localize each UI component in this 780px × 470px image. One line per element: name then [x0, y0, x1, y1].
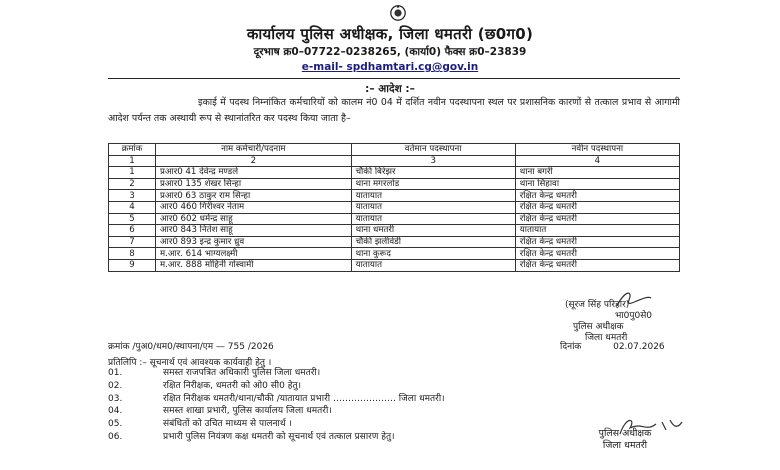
sp-designation: पुलिस अधीक्षक	[573, 322, 624, 332]
cell-new: रक्षित केन्द्र धमतरी	[515, 201, 679, 213]
cell-new: थाना सिहावा	[515, 178, 679, 190]
sp-service: भा0पु0से0	[615, 311, 653, 321]
cell-name: आर0 893 इन्द्र कुमार ध्रुव	[156, 236, 352, 248]
order-number: क्रमांक /पुअ0/धम0/स्थापना/एम — 755 /2026	[108, 342, 274, 352]
cell-new: यातायात	[515, 225, 679, 237]
order-date-line	[560, 339, 665, 352]
transfer-table	[108, 143, 680, 272]
header-current-posting: वर्तमान पदस्थापना	[351, 144, 515, 156]
list-item	[108, 393, 445, 406]
list-item	[108, 418, 445, 431]
cell-new: थाना बगरी	[515, 167, 679, 179]
list-item-num: 06.	[108, 431, 123, 442]
cell-name: प्रआर0 63 ठाकुर राम सिन्हा	[156, 190, 352, 202]
cell-name: म.आर. 614 भाग्यलक्ष्मी	[156, 248, 352, 260]
table-row	[109, 248, 680, 260]
intro-paragraph	[108, 95, 680, 126]
header-serial: क्रमांक	[109, 144, 156, 156]
cell-serial: 7	[109, 236, 156, 248]
cell-current: थाना धमतरी	[351, 225, 515, 237]
email-link[interactable]: e-mail- spdhamtari.cg@gov.in	[301, 61, 479, 73]
cell-serial: 2	[109, 178, 156, 190]
order-date: 02.07.2026	[613, 342, 665, 352]
colnum-3: 3	[351, 155, 515, 167]
table-row	[109, 167, 680, 179]
table-row	[109, 259, 680, 271]
list-item-text: समस्त शाखा प्रभारी, पुलिस कार्यालय जिला धमतरी।	[163, 406, 332, 417]
cell-new: रक्षित केन्द्र धमतरी	[515, 248, 679, 260]
cell-name: आर0 602 धर्मेन्द्र साहू	[156, 213, 352, 225]
police-emblem-icon	[389, 4, 407, 22]
cell-serial: 5	[109, 213, 156, 225]
cell-name: आर0 460 गिरीश्वर नेताम	[156, 201, 352, 213]
sp-name: (सूरज सिंह परिहार)	[565, 300, 630, 310]
cell-new: रक्षित केन्द्र धमतरी	[515, 190, 679, 202]
list-item-num: 04.	[108, 406, 123, 417]
cell-serial: 1	[109, 167, 156, 179]
phone-line: दूरभाष क्र0–07722–0238265, (कार्या0) फैक्स क्र0–23839	[253, 46, 527, 58]
copy-list	[108, 367, 445, 444]
cell-serial: 6	[109, 225, 156, 237]
cell-current: थाना कुरूद	[351, 248, 515, 260]
cell-name: प्रआर0 41 देवेन्द्र मण्डले	[156, 167, 352, 179]
cell-new: रक्षित केन्द्र धमतरी	[515, 236, 679, 248]
cell-serial: 4	[109, 201, 156, 213]
colnum-1: 1	[109, 155, 156, 167]
list-item-num: 05.	[108, 419, 123, 430]
list-item-text: रक्षित निरीक्षक, धमतरी को ओ0 सी0 हेतु।	[163, 380, 302, 391]
table-row	[109, 190, 680, 202]
cell-current: यातायात	[351, 201, 515, 213]
list-item	[108, 367, 445, 380]
cell-name: म.आर. 888 मोहिनी गोस्वामी	[156, 259, 352, 271]
signature-2-block	[590, 428, 660, 452]
list-item	[108, 431, 445, 444]
list-item	[108, 380, 445, 393]
list-item-text: प्रभारी पुलिस नियंत्रण कक्ष धमतरी को सूचनार्थ एवं तत्काल प्रसारण हेतु।	[163, 431, 395, 442]
header-divider	[108, 78, 680, 79]
table-row	[109, 213, 680, 225]
table-colnum-row	[109, 155, 680, 167]
sp-designation-2: पुलिस अधीक्षक	[598, 428, 652, 439]
list-item-text: रक्षित निरीक्षक धमतरी/थाना/चौकी /यातायात प्रभारी ………………… जिला धमतरी।	[163, 393, 445, 404]
list-item-text: संबंधितों को उचित माध्यम से पालनार्थ ।	[163, 419, 292, 430]
cell-current: चौकी बिरेझर	[351, 167, 515, 179]
cell-new: रक्षित केन्द्र धमतरी	[515, 213, 679, 225]
intro-text: इकाई में पदस्थ निम्नांकित कर्मचारियों को कालम नं0 04 में दर्शित नवीन पदस्थापना स्थल पर प्रशासनिक कारणों से तत्काल प्रभाव से आगामी आदेश पर्यन्त तक अस्थायी रूप से स्थानांतरित कर पदस्थ किया जाता है–	[108, 97, 680, 124]
cell-serial: 3	[109, 190, 156, 202]
cell-serial: 8	[109, 248, 156, 260]
cell-current: चौकी झलीवेडी	[351, 236, 515, 248]
order-title: :– आदेश :–	[365, 83, 415, 95]
list-item-num: 02.	[108, 380, 123, 391]
cell-new: रक्षित केन्द्र धमतरी	[515, 259, 679, 271]
cell-serial: 9	[109, 259, 156, 271]
header-name: नाम कर्मचारी/पदनाम	[156, 144, 352, 156]
cell-current: यातायात	[351, 213, 515, 225]
email-line	[0, 61, 780, 73]
cell-current: यातायात	[351, 259, 515, 271]
table-row	[109, 178, 680, 190]
cell-name: प्रआर0 135 शेखर सिन्हा	[156, 178, 352, 190]
sp-district-2: जिला धमतरी	[602, 440, 648, 451]
colnum-4: 4	[515, 155, 679, 167]
cell-name: आर0 843 नितेश साहू	[156, 225, 352, 237]
sp-district: जिला धमतरी	[585, 333, 628, 343]
table-row	[109, 236, 680, 248]
list-item-text: समस्त राजपत्रित अधिकारी पुलिस जिला धमतरी।	[163, 368, 321, 378]
signature-1-block	[565, 300, 652, 344]
cell-current: थाना मगरलोड	[351, 178, 515, 190]
list-item-num: 01.	[108, 368, 123, 378]
cell-current: यातायात	[351, 190, 515, 202]
table-row	[109, 201, 680, 213]
header-new-posting: नवीन पदस्थापना	[515, 144, 679, 156]
copy-to-heading: प्रतिलिपि :– सूचनार्थ एवं आवश्यक कार्यवाही हेतु ।	[108, 358, 272, 368]
office-title: कार्यालय पुलिस अधीक्षक, जिला धमतरी (छ0ग0)	[246, 25, 534, 43]
list-item	[108, 405, 445, 418]
table-row	[109, 225, 680, 237]
colnum-2: 2	[156, 155, 352, 167]
table-header-row	[109, 144, 680, 156]
date-label: दिनांक	[560, 342, 582, 352]
list-item-num: 03.	[108, 393, 123, 404]
